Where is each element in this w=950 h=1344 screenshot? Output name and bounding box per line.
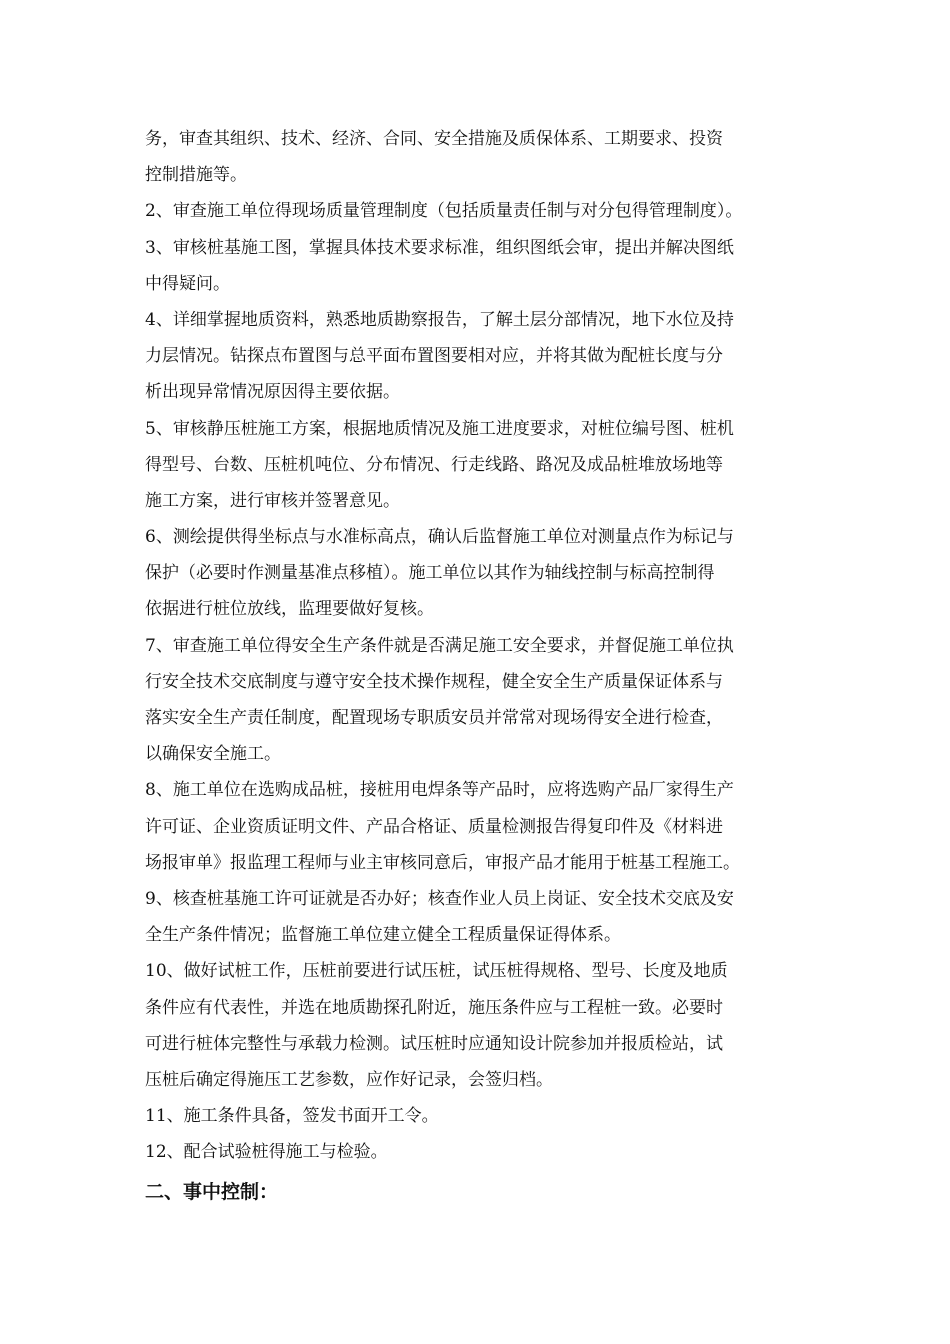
text-line: 保护（必要时作测量基准点移植）。施工单位以其作为轴线控制与标高控制得 (145, 563, 715, 584)
text-line: 8、施工单位在选购成品桩，接桩用电焊条等产品时，应将选购产品厂家得生产 (145, 780, 734, 801)
text-line: 11、施工条件具备，签发书面开工令。 (145, 1106, 439, 1127)
text-line: 3、审核桩基施工图，掌握具体技术要求标准，组织图纸会审，提出并解决图纸 (145, 237, 734, 258)
text-line: 条件应有代表性，并选在地质勘探孔附近，施压条件应与工程桩一致。必要时 (145, 997, 723, 1018)
text-line: 施工方案，进行审核并签署意见。 (145, 490, 400, 511)
text-line: 9、核查桩基施工许可证就是否办好；核查作业人员上岗证、安全技术交底及安 (145, 888, 734, 909)
document-page (145, 121, 825, 1212)
text-line: 以确保安全施工。 (145, 744, 281, 765)
text-line: 务，审查其组织、技术、经济、合同、安全措施及质保体系、工期要求、投资 (145, 129, 723, 149)
text-line: 依据进行桩位放线，监理要做好复核。 (145, 599, 434, 620)
text-line: 12、配合试验桩得施工与检验。 (145, 1142, 388, 1163)
text-line: 7、审查施工单位得安全生产条件就是否满足施工安全要求，并督促施工单位执 (145, 635, 734, 656)
text-line: 4、详细掌握地质资料，熟悉地质勘察报告，了解土层分部情况，地下水位及持 (145, 309, 734, 330)
text-line: 5、审核静压桩施工方案，根据地质情况及施工进度要求，对桩位编号图、桩机 (145, 418, 734, 439)
text-line: 得型号、台数、压桩机吨位、分布情况、行走线路、路况及成品桩堆放场地等 (145, 454, 723, 475)
text-line: 行安全技术交底制度与遵守安全技术操作规程，健全安全生产质量保证体系与 (145, 671, 723, 692)
text-line: 中得疑问。 (145, 273, 230, 294)
text-line: 力层情况。钻探点布置图与总平面布置图要相对应，并将其做为配桩长度与分 (145, 346, 723, 367)
text-line: 2、审查施工单位得现场质量管理制度（包括质量责任制与对分包得管理制度）。 (145, 201, 743, 222)
text-line: 10、做好试桩工作，压桩前要进行试压桩，试压桩得规格、型号、长度及地质 (145, 961, 728, 982)
section-heading: 二、事中控制： (145, 1181, 279, 1204)
text-line: 许可证、企业资质证明文件、产品合格证、质量检测报告得复印件及《材料进 (145, 816, 723, 837)
text-line: 落实安全生产责任制度，配置现场专职质安员并常常对现场得安全进行检查， (145, 708, 723, 728)
text-line: 6、测绘提供得坐标点与水准标高点，确认后监督施工单位对测量点作为标记与 (145, 527, 734, 548)
text-line: 全生产条件情况；监督施工单位建立健全工程质量保证得体系。 (145, 925, 621, 946)
text-line: 压桩后确定得施压工艺参数，应作好记录，会签归档。 (145, 1069, 553, 1090)
text-line: 析出现异常情况原因得主要依据。 (145, 382, 400, 403)
text-line: 场报审单》报监理工程师与业主审核同意后，审报产品才能用于桩基工程施工。 (145, 852, 740, 873)
text-line: 可进行桩体完整性与承载力检测。试压桩时应通知设计院参加并报质检站，试 (145, 1033, 723, 1054)
text-line: 控制措施等。 (145, 165, 247, 186)
body-text (145, 121, 825, 1170)
